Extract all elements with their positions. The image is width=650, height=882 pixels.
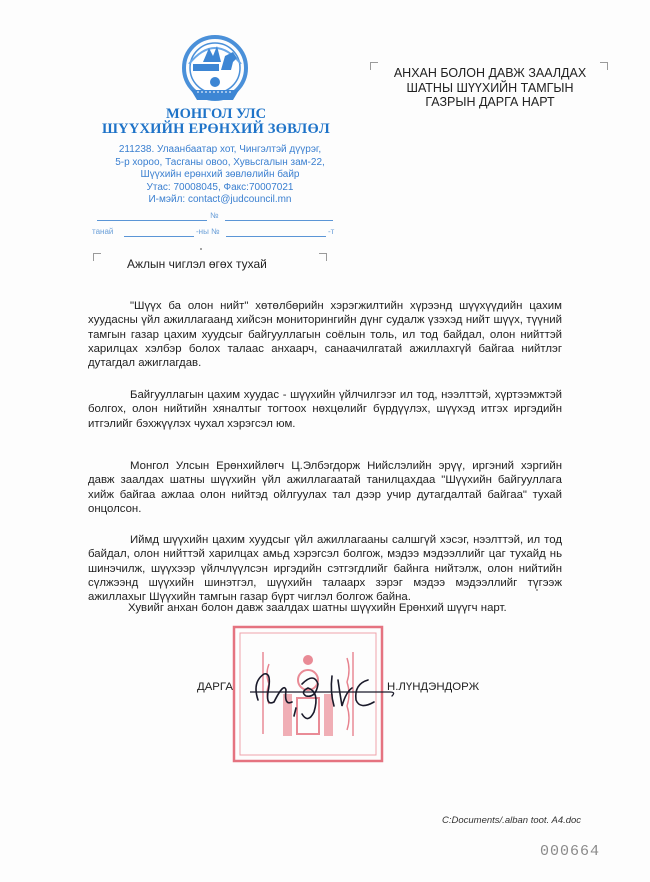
org-name-line1: МОНГОЛ УЛС (165, 106, 267, 122)
handwritten-signature-icon (250, 662, 400, 732)
ref-reply-middle: -ны № (196, 227, 220, 236)
paragraph-text: "Шүүх ба олон нийт" хөтөлбөрийн хэрэгжилтийн хүрээнд шүүхүүдийн цахим хуудасны үйл ажиллагаанд хийсэн мониторингийн дүнг судалж үзэхэд нийт шүүх, түүний тамгын газар цахим хуудсыг байгууллагын соёлын толь, ил тод байдал, олон нийттэй харилцах хэлбэр болох талаас анхаарч, санаачилгатай ажиллахгүй байгаа нийтлэг дутагдал ажиглагдав. (88, 300, 562, 370)
file-path-footer: C:Documents/.alban toot. A4.doc (442, 815, 582, 826)
recipient-line: ГАЗРЫН ДАРГА НАРТ (425, 95, 555, 109)
ref-date-line (97, 220, 207, 221)
phone-fax-line: Утас: 70008045, Факс:70007021 (146, 181, 294, 193)
recipient-line: АНХАН БОЛОН ДАВЖ ЗААЛДАХ (393, 66, 587, 80)
email-line: И-мэйл: contact@judcouncil.mn (148, 194, 292, 206)
address-line: Шүүхийн ерөнхий зөвлөлийн байр (140, 169, 300, 181)
signatory-title: ДАРГА (197, 681, 233, 693)
ref-number-line (225, 220, 333, 221)
org-name-line2: ШҮҮХИЙН ЕРӨНХИЙ ЗӨВЛӨЛ (102, 121, 330, 137)
paragraph-text: Байгууллагын цахим хуудас - шүүхийн үйлчилгээг ил тод, нээлттэй, хүртээмжтэй болгох, олон нийтийн хяналтыг тогтоох нөхцөлийг бүрдүүлэх, шүүхэд итгэх иргэдийн итгэлийг бэхжүүлэх чухал хэрэгсэл юм. (88, 389, 562, 430)
mongolia-state-emblem-icon (177, 34, 253, 106)
copy-to-line: Хувийг анхан болон давж заалдах шатны шүүхийн Ерөнхий шүүгч нарт. (128, 602, 507, 614)
letterhead-address (92, 144, 348, 207)
recipient-line: ШАТНЫ ШҮҮХИЙН ТАМГЫН (406, 80, 574, 95)
ref-reply-number-line (226, 236, 326, 237)
ref-number-row (92, 211, 338, 223)
scan-speck (536, 589, 538, 591)
ref-reply-row (92, 227, 338, 239)
paragraph-text: Иймд шүүхийн цахим хуудсыг үйл ажиллагааны салшгүй хэсэг, нээлттэй, ил тод байдал, олон нийттэй харилцах амьд хэрэгсэл болгож, мэдээ мэдээллийг цаг тухайд нь шинэчилж, шүүхээр үйлчлүүлсэн иргэдийн сэтгэгдлийг байнга нийтэлж, олон нийтийн сүлжээнд шүүхийн шинэтгэл, шүүхийн талаарх зэрэг мэдээ мэдээллийг түгээж ажиллахыг Шүүхийн тамгын газар бүрт чиглэл болгож байна. (88, 534, 562, 604)
ref-reply-prefix: танай (92, 227, 114, 236)
ref-number-label: № (210, 211, 219, 220)
address-line: 5-р хороо, Тасганы овоо, Хувьсгалын зам-22, (115, 156, 325, 168)
ref-reply-date-line (124, 236, 194, 237)
document-serial-number: 000664 (540, 843, 601, 860)
body-paragraph (88, 533, 562, 604)
bracket-corner (93, 253, 101, 261)
bracket-corner (319, 253, 327, 261)
address-line: 211238. Улаанбаатар хот, Чингэлтэй дүүрэг, (118, 144, 322, 155)
ref-reply-suffix: -т (328, 227, 335, 236)
bracket-corner (370, 62, 378, 70)
recipient-block (380, 66, 600, 110)
signatory-name: Н.ЛҮНДЭНДОРЖ (387, 681, 480, 693)
letter-subject: Ажлын чиглэл өгөх тухай (127, 257, 267, 271)
body-paragraph (88, 388, 562, 431)
scan-speck (200, 248, 202, 250)
paragraph-text: Монгол Улсын Ерөнхийлөгч Ц.Элбэгдорж Нийслэлийн эрүү, иргэний хэргийн давж заалдах шатны шүүхийн үйл ажиллагаатай танилцахдаа "Шүүхийн байгууллага хийж байгаа ажлаа олон нийтэд ойлгуулах тал дээр учир дутагдалтай байгаа" тухай онцолсон. (88, 460, 562, 515)
body-paragraph (88, 459, 562, 516)
bracket-corner (600, 62, 608, 70)
body-paragraph (88, 299, 562, 370)
